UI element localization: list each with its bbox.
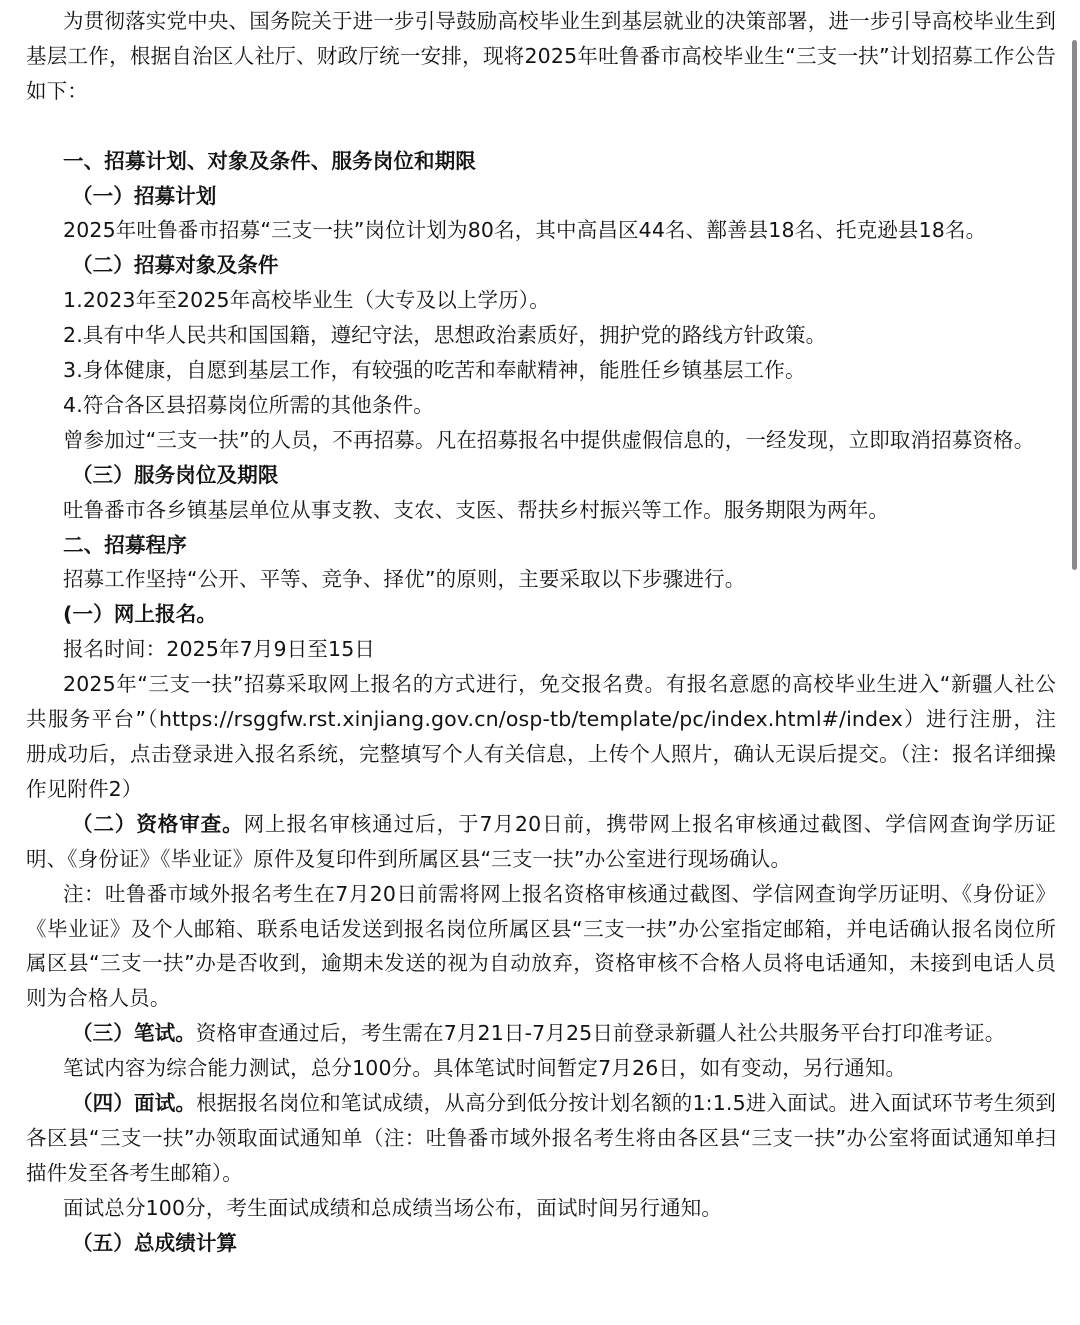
total-score-heading: （五）总成绩计算 [72, 1230, 238, 1255]
interview-text: 根据报名岗位和笔试成绩，从高分到低分按计划名额的1:1.5进入面试。进入面试环节考生须到各区县“三支一扶”办领取面试通知单（注：吐鲁番市域外报名考生将由各区县“三支一扶”办公室将面试通知单扫描件发至各考生邮箱）。 [26, 1091, 1056, 1185]
interview-score: 面试总分100分，考生面试成绩和总成绩当场公布，面试时间另行通知。 [63, 1195, 723, 1220]
registration-time: 报名时间：2025年7月9日至15日 [63, 637, 376, 662]
announcement-document [26, 4, 1056, 1261]
posts-heading: （三）服务岗位及期限 [72, 462, 279, 487]
procedure-intro: 招募工作坚持“公开、平等、竞争、择优”的原则，主要采取以下步骤进行。 [63, 567, 746, 592]
posts-text: 吐鲁番市各乡镇基层单位从事支教、支农、支医、帮扶乡村振兴等工作。服务期限为两年。 [63, 497, 889, 522]
written-exam-content: 笔试内容为综合能力测试，总分100分。具体笔试时间暂定7月26日，如有变动，另行通知。 [63, 1056, 907, 1081]
qualification-review-text: 网上报名审核通过后，于7月20日前，携带网上报名审核通过截图、学信网查询学历证明、《身份证》《毕业证》原件及复印件到所属区县“三支一扶”办公室进行现场确认。 [26, 811, 1056, 871]
registration-text: 2025年“三支一扶”招募采取网上报名的方式进行，免交报名费。有报名意愿的高校毕业生进入“新疆人社公共服务平台”（https://rsggfw.rst.xinjiang.gov.cn/osp-tb/template/pc/index.html#/index）进行注册，注册成功后，点击登录进入报名系统，完整填写个人有关信息，上传个人照片，确认无误后提交。（注：报名详细操作见附件2） [26, 672, 1056, 801]
plan-heading: （一）招募计划 [72, 183, 217, 208]
section-2-heading: 二、招募程序 [63, 532, 187, 557]
plan-text: 2025年吐鲁番市招募“三支一扶”岗位计划为80名，其中高昌区44名、鄯善县18名、托克逊县18名。 [63, 218, 987, 243]
conditions-heading: （二）招募对象及条件 [72, 253, 279, 278]
condition-item-2: 2.具有中华人民共和国国籍，遵纪守法，思想政治素质好，拥护党的路线方针政策。 [63, 323, 827, 348]
condition-item-1: 1.2023年至2025年高校毕业生（大专及以上学历）。 [63, 288, 550, 313]
written-exam-heading: （三）笔试。 [72, 1021, 196, 1046]
condition-item-4: 4.符合各区县招募岗位所需的其他条件。 [63, 392, 434, 417]
interview-paragraph [26, 1086, 1056, 1191]
written-exam-text: 资格审查通过后，考生需在7月21日-7月25日前登录新疆人社公共服务平台打印准考证。 [195, 1021, 1006, 1046]
vertical-scrollbar[interactable] [1072, 40, 1077, 570]
paragraph-gap [26, 109, 1056, 144]
online-registration-heading: (一）网上报名。 [63, 602, 218, 627]
section-1-heading: 一、招募计划、对象及条件、服务岗位和期限 [63, 148, 476, 173]
written-exam-paragraph [26, 1016, 1056, 1051]
qualification-review-paragraph [26, 807, 1056, 877]
qualification-review-note: 注：吐鲁番市域外报名考生在7月20日前需将网上报名资格审核通过截图、学信网查询学历证明、《身份证》《毕业证》及个人邮箱、联系电话发送到报名岗位所属区县“三支一扶”办公室指定邮箱，并电话确认报名岗位所属区县“三支一扶”办是否收到，逾期未发送的视为自动放弃，资格审核不合格人员将电话通知，未接到电话人员则为合格人员。 [26, 881, 1056, 1011]
qualification-review-heading: （二）资格审查。 [72, 811, 244, 836]
interview-heading: （四）面试。 [72, 1091, 197, 1116]
condition-item-3: 3.身体健康，自愿到基层工作，有较强的吃苦和奉献精神，能胜任乡镇基层工作。 [63, 358, 806, 383]
conditions-note: 曾参加过“三支一扶”的人员，不再招募。凡在招募报名中提供虚假信息的，一经发现，立即取消招募资格。 [63, 427, 1035, 452]
intro-paragraph: 为贯彻落实党中央、国务院关于进一步引导鼓励高校毕业生到基层就业的决策部署，进一步引导高校毕业生到基层工作，根据自治区人社厅、财政厅统一安排，现将2025年吐鲁番市高校毕业生“三支一扶”计划招募工作公告如下： [26, 9, 1056, 103]
